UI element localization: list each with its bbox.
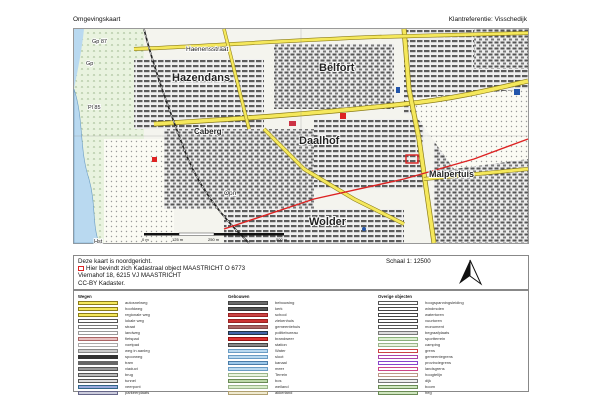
- legend-symbol: [78, 331, 118, 335]
- legend-symbol: [78, 379, 118, 383]
- legend-label: tram: [125, 360, 133, 365]
- legend-symbol: [378, 325, 418, 329]
- legend-symbol: [78, 307, 118, 311]
- legend-label: tunnel: [125, 378, 136, 383]
- legend-label: watertoren: [425, 312, 444, 317]
- client-reference: Klantreferentie: Visschedijk: [448, 16, 527, 23]
- map-label-belfort: Belfort: [319, 62, 355, 74]
- map-label-caberg: Caberg: [194, 127, 222, 136]
- parcel-marker-icon: [78, 266, 84, 271]
- legend-symbol: [228, 391, 268, 395]
- license-line: CC-BY Kadaster.: [78, 279, 126, 287]
- legend-symbol: [78, 301, 118, 305]
- legend-symbol: [78, 355, 118, 359]
- legend-symbol: [228, 343, 268, 347]
- legend-symbol: [378, 301, 418, 305]
- legend-label: kerk: [275, 306, 283, 311]
- legend-label: landsgrens: [425, 366, 445, 371]
- legend-symbol: [378, 349, 418, 353]
- legend-symbol: [228, 337, 268, 341]
- legend-label: sloot: [275, 354, 284, 359]
- legend-label: straat: [125, 324, 136, 329]
- legend-label: parkeerplaats: [125, 390, 150, 395]
- legend-label: spoorweg: [125, 354, 143, 359]
- address-line: Viernahof 18, 6215 VJ MAASTRICHT: [78, 272, 182, 280]
- legend-label: Water: [275, 348, 286, 353]
- legend-symbol: [378, 367, 418, 371]
- legend-symbol: [228, 385, 268, 389]
- orientation-note: Deze kaart is noordgericht.: [78, 258, 152, 265]
- legend-symbol: [378, 313, 418, 317]
- scale-ratio: Schaal 1: 12500: [386, 258, 431, 265]
- legend-symbol: [228, 325, 268, 329]
- map-label-malpertuis: Malpertuis: [429, 169, 475, 179]
- legend-label: viaduct: [125, 366, 138, 371]
- legend-label: sportterrein: [425, 336, 446, 341]
- legend-item: [78, 390, 150, 396]
- legend-symbol: [78, 313, 118, 317]
- map-label-opn: Opn: [224, 190, 237, 197]
- legend-label: brug: [125, 372, 134, 377]
- legend-symbol: [378, 355, 418, 359]
- legend-item: [378, 390, 432, 396]
- legend-label: dijk: [425, 378, 432, 383]
- map-label-gp87: Gp 87: [92, 39, 107, 45]
- legend-label: autosnelweg: [125, 300, 148, 305]
- legend-label: gemeentegrens: [425, 354, 453, 359]
- legend-symbol: [78, 373, 118, 377]
- legend-symbol: [228, 361, 268, 365]
- legend-symbol: [78, 325, 118, 329]
- legend-label: ziekenhuis: [275, 318, 294, 323]
- legend-label: school: [275, 312, 287, 317]
- map-legend: [73, 290, 529, 395]
- legend-label: bos: [275, 378, 282, 383]
- legend-symbol: [378, 331, 418, 335]
- legend-symbol: [228, 367, 268, 371]
- map-label-daalhof: Daalhof: [299, 135, 340, 147]
- legend-symbol: [228, 307, 268, 311]
- legend-column-roads: [78, 294, 150, 396]
- legend-label: akkerland: [275, 390, 293, 395]
- legend-symbol: [228, 379, 268, 383]
- legend-label: monument: [425, 324, 444, 329]
- legend-label: veerpont: [125, 384, 141, 389]
- legend-symbol: [228, 301, 268, 305]
- legend-label: lokale weg: [125, 318, 144, 323]
- legend-label: brandweer: [275, 336, 294, 341]
- topographic-map[interactable]: [73, 28, 529, 244]
- legend-symbol: [228, 313, 268, 317]
- legend-symbol: [228, 349, 268, 353]
- legend-symbol: [78, 391, 118, 395]
- legend-heading: Overige objecten: [378, 294, 412, 299]
- legend-symbol: [378, 391, 418, 395]
- legend-symbol: [228, 355, 268, 359]
- legend-symbol: [78, 349, 118, 353]
- parcel-text: Hier bevindt zich Kadastraal object MAASTRICHT O 6773: [86, 265, 246, 273]
- legend-label: regionale weg: [125, 312, 150, 317]
- legend-label: hoofdweg: [125, 306, 143, 311]
- legend-heading: Gebouwen: [228, 294, 250, 299]
- legend-label: heg: [425, 390, 432, 395]
- legend-symbol: [78, 385, 118, 389]
- legend-heading: Wegen: [78, 294, 92, 299]
- legend-symbol: [378, 385, 418, 389]
- map-label-pl85: Pl 85: [88, 105, 101, 111]
- legend-label: camping: [425, 342, 441, 347]
- legend-symbol: [378, 337, 418, 341]
- legend-symbol: [228, 319, 268, 323]
- legend-symbol: [378, 361, 418, 365]
- legend-column-buildings: [228, 294, 301, 396]
- legend-label: station: [275, 342, 287, 347]
- map-title: Omgevingskaart: [73, 16, 121, 23]
- legend-symbol: [378, 379, 418, 383]
- legend-label: meer: [275, 366, 285, 371]
- legend-symbol: [378, 319, 418, 323]
- map-label-haenensstraat: Haenensstraat: [186, 46, 229, 53]
- legend-symbol: [78, 361, 118, 365]
- legend-symbol: [228, 331, 268, 335]
- scale-label-250: 250 m: [208, 237, 220, 242]
- legend-label: politiebureau: [275, 330, 298, 335]
- map-label-hazendans: Hazendans: [172, 72, 231, 84]
- legend-symbol: [78, 319, 118, 323]
- legend-symbol: [78, 367, 118, 371]
- legend-symbol: [78, 337, 118, 341]
- legend-symbol: [378, 373, 418, 377]
- legend-label: Terrein: [275, 372, 288, 377]
- legend-label: hoogspanningsleiding: [425, 300, 464, 305]
- legend-label: vuurtoren: [425, 318, 442, 323]
- legend-label: landweg: [125, 330, 140, 335]
- map-label-hst: Hst: [94, 239, 103, 245]
- legend-label: weiland: [275, 384, 289, 389]
- legend-label: windmolen: [425, 306, 445, 311]
- map-label-wolder: Wolder: [309, 216, 347, 228]
- legend-symbol: [378, 307, 418, 311]
- legend-label: provinciegrens: [425, 360, 452, 365]
- legend-item: [228, 390, 293, 396]
- legend-label: grens: [425, 348, 436, 353]
- legend-label: weg in aanleg: [125, 348, 150, 353]
- scale-label-0: 0 m: [142, 237, 149, 242]
- north-arrow-icon: [455, 258, 485, 286]
- legend-label: fietspad: [125, 336, 140, 341]
- map-label-gp: Gp: [86, 61, 94, 67]
- legend-label: gemeentehuis: [275, 324, 301, 329]
- parcel-note: [78, 265, 245, 272]
- scale-label-125: 125 m: [172, 237, 184, 242]
- legend-symbol: [228, 373, 268, 377]
- legend-symbol: [78, 343, 118, 347]
- legend-symbol: [378, 343, 418, 347]
- legend-label: begraafplaats: [425, 330, 450, 335]
- legend-label: boom: [425, 384, 436, 389]
- scale-label-500: 500 m: [276, 237, 288, 242]
- legend-label: kanaal: [275, 360, 287, 365]
- legend-column-other: [378, 294, 464, 396]
- legend-label: hoogtelijn: [425, 372, 443, 377]
- legend-label: bebouwing: [275, 300, 295, 305]
- legend-label: voetpad: [125, 342, 140, 347]
